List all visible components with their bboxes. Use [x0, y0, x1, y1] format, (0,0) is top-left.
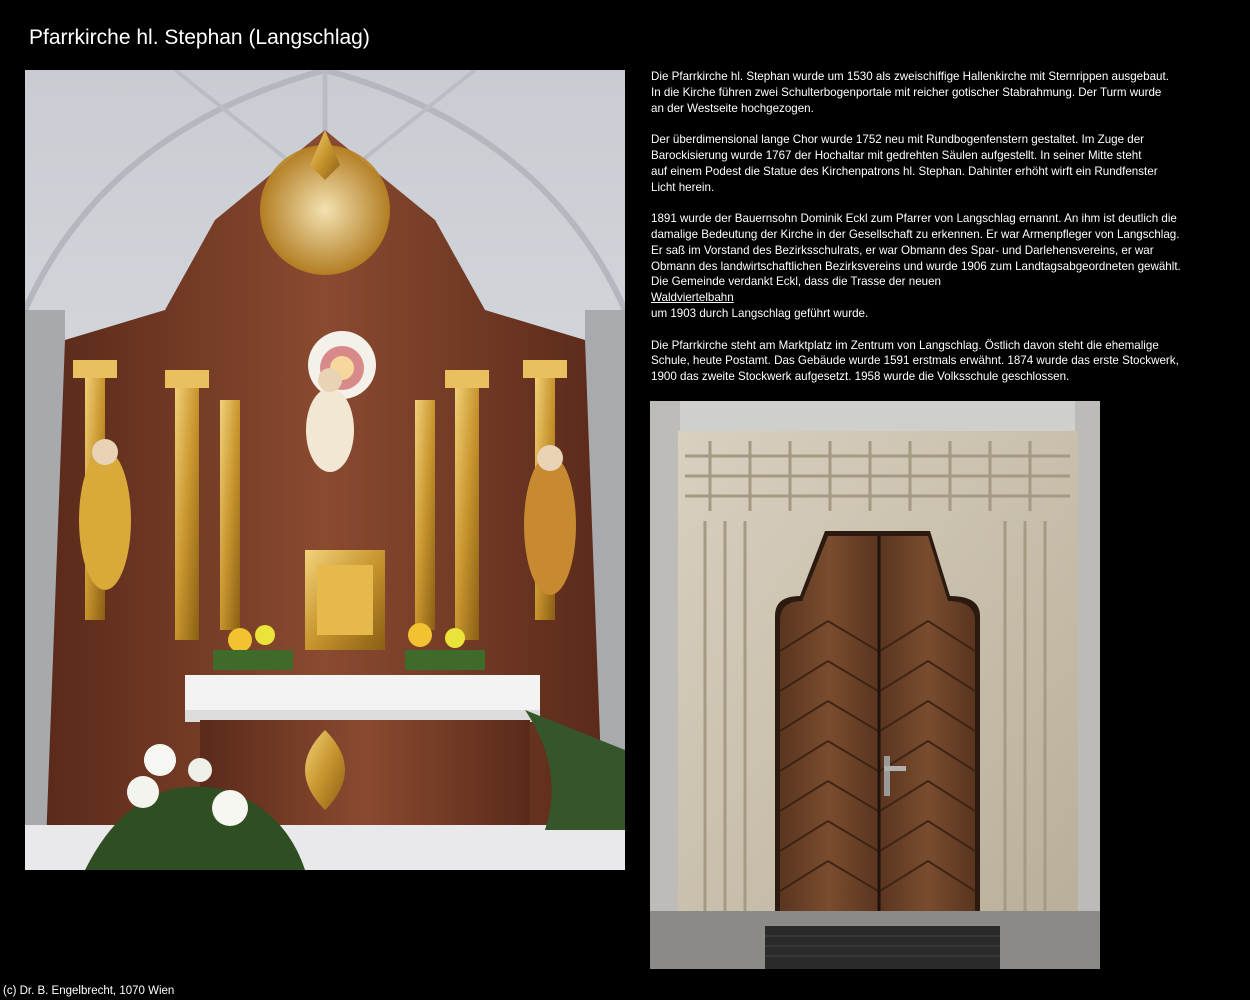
page-title: Pfarrkirche hl. Stephan (Langschlag) — [29, 26, 370, 49]
paragraph-eckl-text: 1891 wurde der Bauernsohn Dominik Eckl zum Pfarrer von Langschlag ernannt. An ihm ist deutlich die damalige Bedeutung der Kirche in der Gesellschaft zu erkennen. Er war Armenpfleger von Langschlag. Er saß im Vorstand des Bezirksschulrats, er war Obmann des Spar- und Darlehensvereins, er war Obmann des landwirtschaftlichen Bezirksvereins und wurde 1906 zum Landtagsabgeordneten gewählt. Die Gemeinde verdankt Eckl, dass die Trasse der neuen — [651, 212, 1181, 289]
paragraph-history: Die Pfarrkirche hl. Stephan wurde um 1530 als zweischiffige Hallenkirche mit Sternrippen ausgebaut. In die Kirche führen zwei Schulterbogenportale mit reicher gotischer Stabrahmung. Der Turm wurde an der Westseite hochgezogen. — [651, 70, 1169, 115]
paragraph-eckl — [651, 211, 1211, 322]
paragraph-eckl-end: um 1903 durch Langschlag geführt wurde. — [651, 306, 869, 320]
waldviertelbahn-link[interactable]: Waldviertelbahn — [651, 291, 734, 305]
description-text — [651, 69, 1211, 401]
portal-photo — [650, 401, 1100, 969]
paragraph-location: Die Pfarrkirche steht am Marktplatz im Zentrum von Langschlag. Östlich davon steht die ehemalige Schule, heute Postamt. Das Gebäude wurde 1591 erstmals erwähnt. 1874 wurde das erste Stockwerk, 1900 das zweite Stockwerk aufgesetzt. 1958 wurde die Volksschule geschlossen. — [651, 338, 1179, 384]
copyright-credit: (c) Dr. B. Engelbrecht, 1070 Wien — [3, 985, 175, 997]
paragraph-baroque: Der überdimensional lange Chor wurde 1752 neu mit Rundbogenfenstern gestaltet. Im Zuge der Barockisierung wurde 1767 der Hochaltar mit gedrehten Säulen aufgestellt. In seiner Mitte steht auf einem Podest die Statue des Kirchenpatrons hl. Stephan. Dahinter erhöht wirft ein Rundfenster Licht herein. — [651, 133, 1158, 194]
altar-photo — [25, 70, 625, 870]
